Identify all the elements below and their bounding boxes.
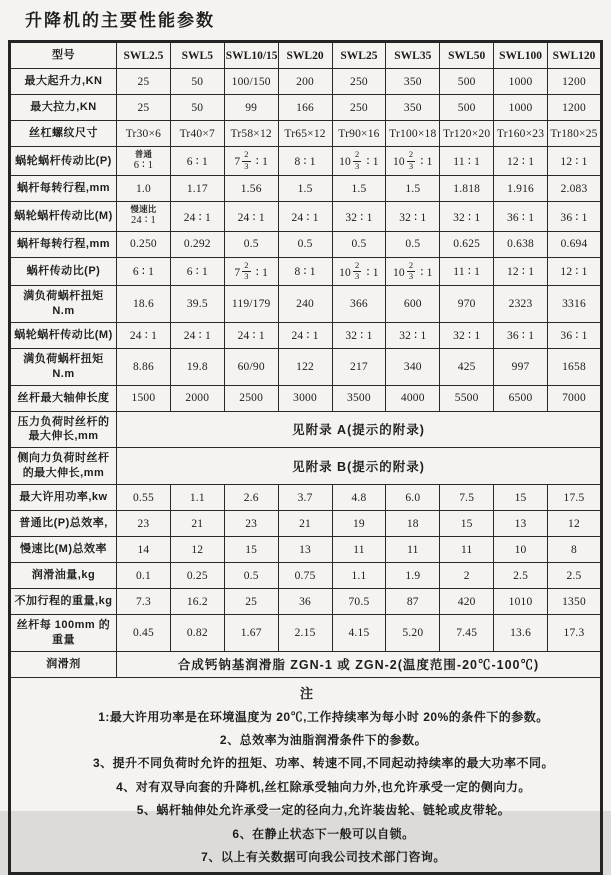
fraction-numerator: 2 [353,261,361,272]
table-row [10,385,602,411]
fraction [353,150,361,172]
cell-value: 1500 [117,385,171,411]
cell-value: 0.5 [278,231,332,257]
cell-value: 100/150 [224,69,278,95]
cell-value: 340 [386,348,440,385]
cell-value: 3316 [548,286,602,323]
cell-value: 4.15 [332,615,386,652]
cell-sublabel: 慢速比 [130,204,157,215]
cell-value: 2 [440,563,494,589]
cell-value: 0.694 [548,231,602,257]
table-row [10,322,602,348]
row-label: 满负荷蜗杆扭矩 N.m [10,348,117,385]
header-row [10,42,602,69]
cell-value: 500 [440,95,494,121]
cell-value: 1.5 [278,176,332,202]
cell-value: 10 $\frac{2}{3}$ ∶ 1 [332,147,386,176]
page-title: 升降机的主要性能参数 [25,11,215,30]
note-line: 6、在静止状态下一般可以自锁。 [232,826,415,841]
cell-value: 6500 [494,385,548,411]
cell-value: 87 [386,589,440,615]
cell-value: 166 [278,95,332,121]
note-line: 5、蜗杆轴伸处允许承受一定的径向力,允许装齿轮、链轮或皮带轮。 [136,803,511,818]
cell-value: 5500 [440,385,494,411]
cell-value: 3500 [332,385,386,411]
cell-value: 15 [440,511,494,537]
cell-value: 60/90 [224,348,278,385]
cell-value: 3.7 [278,485,332,511]
cell-value: 350 [386,95,440,121]
cell-value: 6 ∶ 1 [117,257,171,286]
cell-sublabel: 普通 [134,149,153,159]
row-label: 蜗轮蜗杆传动比(M) [10,322,117,348]
cell-value: 6 ∶ 1 [170,147,224,176]
cell-value: 0.25 [170,563,224,589]
cell-value: 11 [332,537,386,563]
row-label: 不加行程的重量,kg [10,589,117,615]
cell-value: 1.5 [332,176,386,202]
cell-value: 2.15 [278,615,332,652]
cell-value: 8 ∶ 1 [278,147,332,176]
fraction-numerator: 2 [242,261,250,272]
cell-value: 0.625 [440,231,494,257]
cell-value: 0.292 [170,231,224,257]
table-row [10,257,602,286]
row-label: 润滑油量,kg [10,563,117,589]
fraction-numerator: 2 [353,150,361,161]
cell-value: 1.916 [494,176,548,202]
table-row [10,286,602,323]
table-row [10,448,602,485]
performance-table [8,40,603,875]
table-row [10,69,602,95]
cell-value: 50 [170,69,224,95]
cell-value: 24 ∶ 1 [224,322,278,348]
cell-value: 36 ∶ 1 [548,202,602,231]
table-head [10,42,602,69]
cell-value: 997 [494,348,548,385]
row-label: 侧向力负荷时丝杆的最大伸长,mm [10,448,117,485]
cell-value: 119/179 [224,286,278,323]
cell-value: 6 ∶ 1 [133,159,154,171]
fraction-denominator: 3 [355,271,360,282]
cell-value: 1200 [548,69,602,95]
cell-value: 36 [278,589,332,615]
cell-value: 1000 [494,69,548,95]
cell-value: 0.5 [332,231,386,257]
cell-value: 32 ∶ 1 [386,202,440,231]
table-row [10,511,602,537]
table-row [10,348,602,385]
cell-value: 6 ∶ 1 [170,257,224,286]
cell-value: 2.5 [494,563,548,589]
cell-value: 500 [440,69,494,95]
cell-value: 13 [494,511,548,537]
model-column-header: SWL20 [278,42,332,69]
cell-value: 1010 [494,589,548,615]
cell-value: 21 [278,511,332,537]
row-label: 慢速比(M)总效率 [10,537,117,563]
cell-value: 0.82 [170,615,224,652]
cell-value: 32 ∶ 1 [332,322,386,348]
row-label: 蜗轮蜗杆传动比(M) [10,202,117,231]
cell-value: 7 $\frac{2}{3}$ ∶ 1 [224,257,278,286]
cell-value: 12 ∶ 1 [548,147,602,176]
cell-value: 10 $\frac{2}{3}$ ∶ 1 [386,147,440,176]
cell-value: 6.0 [386,485,440,511]
row-label: 最大拉力,KN [10,95,117,121]
cell-value: 25 [224,589,278,615]
cell-value: 250 [332,95,386,121]
cell-value: 366 [332,286,386,323]
cell-value: 1.1 [332,563,386,589]
cell-value [117,202,171,231]
cell-value: 0.55 [117,485,171,511]
cell-value: 0.1 [117,563,171,589]
fraction [242,150,250,172]
cell-value: 3000 [278,385,332,411]
fraction [407,261,415,283]
note-line: 1:最大许用功率是在环境温度为 20℃,工作持续率为每小时 20%的条件下的参数。 [98,709,549,724]
fraction-numerator: 2 [242,150,250,161]
fraction-denominator: 3 [408,271,414,282]
cell-value: 0.250 [117,231,171,257]
cell-value: 1350 [548,589,602,615]
cell-value: 11 [386,537,440,563]
row-label: 润滑剂 [10,651,117,677]
row-label: 最大起升力,KN [10,69,117,95]
cell-value: 25 [117,95,171,121]
note-line: 4、对有双导向套的升降机,丝杠除承受轴向力外,也允许承受一定的侧向力。 [116,779,531,794]
cell-value: 24 ∶ 1 [170,202,224,231]
note-line: 7、以上有关数据可向我公司技术部门咨询。 [201,850,446,865]
cell-value: 17.5 [548,485,602,511]
cell-value: 32 ∶ 1 [440,202,494,231]
cell-value: 36 ∶ 1 [494,322,548,348]
row-label: 蜗杆每转行程,mm [10,176,117,202]
row-span-value: 见附录 A(提示的附录) [117,411,602,448]
cell-value: 8.86 [117,348,171,385]
cell-value: 250 [332,69,386,95]
row-label: 最大许用功率,kw [10,485,117,511]
cell-value: 24 ∶ 1 [130,215,156,227]
cell-value: 11 ∶ 1 [440,147,494,176]
cell-value: 8 ∶ 1 [278,257,332,286]
fraction [353,261,361,283]
cell-value: 18 [386,511,440,537]
cell-value: 23 [224,511,278,537]
cell-value: 1200 [548,95,602,121]
cell-value: 12 ∶ 1 [548,257,602,286]
row-label: 普通比(P)总效率, [10,511,117,537]
cell-value: 2.6 [224,485,278,511]
table-row [10,651,602,677]
cell-value [117,147,171,176]
model-column-header: SWL2.5 [117,42,171,69]
cell-value: 420 [440,589,494,615]
cell-value: 2000 [170,385,224,411]
cell-value: 24 ∶ 1 [278,202,332,231]
cell-value: 0.638 [494,231,548,257]
cell-value: 16.2 [170,589,224,615]
row-span-value: 合成钙钠基润滑脂 ZGN-1 或 ZGN-2(温度范围-20℃-100℃) [117,651,602,677]
fraction-denominator: 3 [408,161,414,172]
table-row [10,121,602,147]
cell-value: 7.5 [440,485,494,511]
model-header-label: 型号 [10,42,117,69]
cell-value: 1.818 [440,176,494,202]
row-label: 丝杠螺纹尺寸 [10,121,117,147]
cell-value: 0.75 [278,563,332,589]
cell-value: 32 ∶ 1 [386,322,440,348]
table-row [10,563,602,589]
model-column-header: SWL25 [332,42,386,69]
table-row [10,202,602,231]
table-row [10,147,602,176]
cell-value: 1658 [548,348,602,385]
cell-value: 425 [440,348,494,385]
cell-value: 2500 [224,385,278,411]
cell-value: 10 $\frac{2}{3}$ ∶ 1 [386,257,440,286]
cell-value: Tr40×7 [170,121,224,147]
cell-value: 12 ∶ 1 [494,257,548,286]
cell-value: 2323 [494,286,548,323]
cell-value: 12 ∶ 1 [494,147,548,176]
model-column-header: SWL50 [440,42,494,69]
cell-value: 0.45 [117,615,171,652]
cell-value: 14 [117,537,171,563]
fraction-denominator: 3 [244,271,249,282]
cell-value: 21 [170,511,224,537]
cell-value: 50 [170,95,224,121]
cell-value: Tr180×25 [548,121,602,147]
table-row [10,95,602,121]
cell-value: 8 [548,537,602,563]
cell-value: 1.67 [224,615,278,652]
cell-value: 24 ∶ 1 [278,322,332,348]
cell-value: 13.6 [494,615,548,652]
cell-value: 1.1 [170,485,224,511]
cell-value: 17.3 [548,615,602,652]
cell-value: 240 [278,286,332,323]
cell-value: 1.17 [170,176,224,202]
cell-value: 0.5 [386,231,440,257]
cell-value: 0.5 [224,231,278,257]
cell-value: 7.45 [440,615,494,652]
cell-value: 36 ∶ 1 [548,322,602,348]
cell-value: 200 [278,69,332,95]
cell-value: 2.083 [548,176,602,202]
notes-title: 注 [299,685,313,701]
row-span-value: 见附录 B(提示的附录) [117,448,602,485]
cell-value: 122 [278,348,332,385]
cell-value: 36 ∶ 1 [494,202,548,231]
cell-value: Tr30×6 [117,121,171,147]
cell-value: 39.5 [170,286,224,323]
cell-value: 32 ∶ 1 [440,322,494,348]
cell-value: 970 [440,286,494,323]
fraction-denominator: 3 [244,161,249,172]
row-label: 丝杆每 100mm 的重量 [10,615,117,652]
note-line: 2、总效率为油脂润滑条件下的参数。 [219,733,428,748]
cell-value: 15 [224,537,278,563]
cell-value: 5.20 [386,615,440,652]
cell-value: 13 [278,537,332,563]
cell-value: Tr160×23 [494,121,548,147]
cell-value: 10 $\frac{2}{3}$ ∶ 1 [332,257,386,286]
cell-value: Tr58×12 [224,121,278,147]
table-row [10,589,602,615]
cell-value: 217 [332,348,386,385]
cell-value: 7000 [548,385,602,411]
cell-value: 4000 [386,385,440,411]
cell-value: 1000 [494,95,548,121]
cell-value: 7.3 [117,589,171,615]
table-row [10,176,602,202]
cell-value: 19.8 [170,348,224,385]
cell-value: 11 ∶ 1 [440,257,494,286]
cell-value: 24 ∶ 1 [224,202,278,231]
cell-value: 2.5 [548,563,602,589]
cell-value: 70.5 [332,589,386,615]
cell-value: 1.0 [117,176,171,202]
table-row [10,231,602,257]
cell-value: Tr65×12 [278,121,332,147]
cell-value: 32 ∶ 1 [332,202,386,231]
cell-value: 10 [494,537,548,563]
cell-value: 600 [386,286,440,323]
cell-value: Tr120×20 [440,121,494,147]
cell-value: 7 $\frac{2}{3}$ ∶ 1 [224,147,278,176]
note-line: 3、提升不同负荷时允许的扭矩、功率、转速不同,不同起动持续率的最大功率不同。 [92,756,554,771]
cell-value: 0.5 [224,563,278,589]
cell-value: 24 ∶ 1 [170,322,224,348]
cell-value: 1.9 [386,563,440,589]
fraction [242,261,250,283]
cell-value: 1.5 [386,176,440,202]
cell-value: 25 [117,69,171,95]
model-column-header: SWL120 [548,42,602,69]
model-column-header: SWL100 [494,42,548,69]
cell-value: 18.6 [117,286,171,323]
fraction-numerator: 2 [407,150,415,161]
table-row [10,411,602,448]
cell-value: 1.56 [224,176,278,202]
cell-value: 4.8 [332,485,386,511]
row-label: 压力负荷时丝杆的最大伸长,mm [10,411,117,448]
row-label: 蜗杆传动比(P) [10,257,117,286]
model-column-header: SWL10/15 [224,42,278,69]
cell-value: Tr100×18 [386,121,440,147]
fraction-denominator: 3 [355,161,360,172]
row-label: 蜗轮蜗杆传动比(P) [10,147,117,176]
fraction-numerator: 2 [407,261,415,272]
table-body [10,69,602,874]
row-label: 满负荷蜗杆扭矩 N.m [10,286,117,323]
fraction [407,150,415,172]
cell-value: 99 [224,95,278,121]
cell-value: 23 [117,511,171,537]
cell-value: 24 ∶ 1 [117,322,171,348]
table-row [10,537,602,563]
cell-value: 11 [440,537,494,563]
notes-section [10,677,602,874]
table-row [10,615,602,652]
row-label: 蜗杆每转行程,mm [10,231,117,257]
cell-value: Tr90×16 [332,121,386,147]
cell-value: 15 [494,485,548,511]
model-column-header: SWL5 [170,42,224,69]
cell-value: 12 [170,537,224,563]
cell-value: 350 [386,69,440,95]
model-column-header: SWL35 [386,42,440,69]
cell-value: 12 [548,511,602,537]
table-row [10,485,602,511]
notes-row [10,677,602,874]
row-label: 丝杆最大轴伸长度 [10,385,117,411]
cell-value: 19 [332,511,386,537]
